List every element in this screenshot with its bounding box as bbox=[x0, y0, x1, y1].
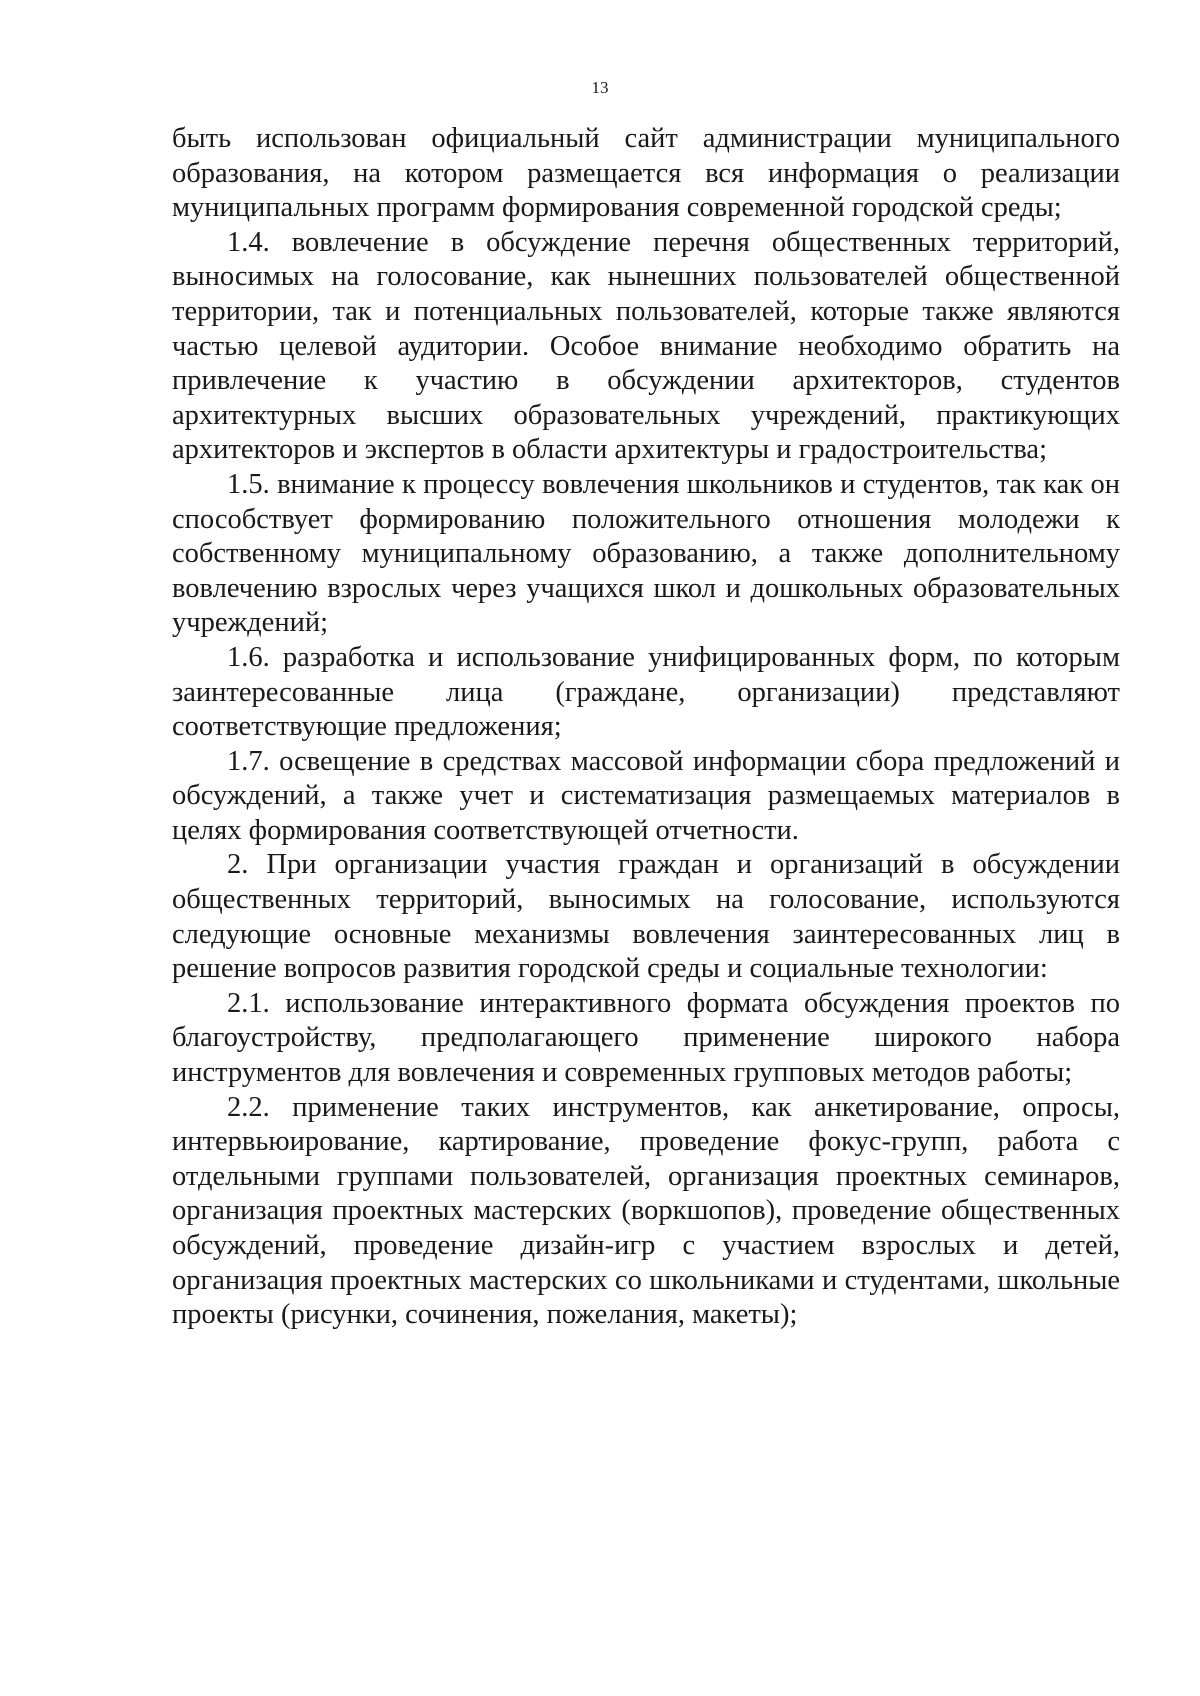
paragraph-1-5: 1.5. внимание к процессу вовлечения школьников и студентов, так как он способствует формированию положительного отношения молодежи к собственному муниципальному образованию, а также дополнительному вовлечению взрослых через учащихся школ и дошкольных образовательных учреждений; bbox=[172, 468, 1120, 639]
paragraph-continuation: быть использован официальный сайт администрации муниципального образования, на котором размещается вся информация о реализации муниципальных программ формирования современной городской среды; bbox=[172, 123, 1120, 224]
document-body bbox=[172, 122, 1120, 1333]
paragraph-1-4: 1.4. вовлечение в обсуждение перечня общественных территорий, выносимых на голосование, как нынешних пользователей общественной территории, так и потенциальных пользователей, которые также являются частью целевой аудитории. Особое внимание необходимо обратить на привлечение к участию в обсуждении архитекторов, студентов архитектурных высших образовательных учреждений, практикующих архитекторов и экспертов в области архитектуры и градостроительства; bbox=[172, 226, 1120, 466]
paragraph-2-2: 2.2. применение таких инструментов, как анкетирование, опросы, интервьюирование, картирование, проведение фокус-групп, работа с отдельными группами пользователей, организация проектных семинаров, организация проектных мастерских (воркшопов), проведение общественных обсуждений, проведение дизайн-игр с участием взрослых и детей, организация проектных мастерских со школьниками и студентами, школьные проекты (рисунки, сочинения, пожелания, макеты); bbox=[172, 1091, 1120, 1331]
paragraph-1-7: 1.7. освещение в средствах массовой информации сбора предложений и обсуждений, а также учет и систематизация размещаемых материалов в целях формирования соответствующей отчетности. bbox=[172, 745, 1120, 846]
paragraph-2-1: 2.1. использование интерактивного формата обсуждения проектов по благоустройству, предполагающего применение широкого набора инструментов для вовлечения и современных групповых методов работы; bbox=[172, 987, 1120, 1089]
page-number: 13 bbox=[591, 78, 609, 97]
paragraph-1-6: 1.6. разработка и использование унифицированных форм, по которым заинтересованные лица (граждане, организации) представляют соответствующие предложения; bbox=[172, 641, 1120, 743]
paragraph-2: 2. При организации участия граждан и организаций в обсуждении общественных территорий, выносимых на голосование, используются следующие основные механизмы вовлечения заинтересованных лиц в решение вопросов развития городской среды и социальные технологии: bbox=[172, 849, 1120, 985]
